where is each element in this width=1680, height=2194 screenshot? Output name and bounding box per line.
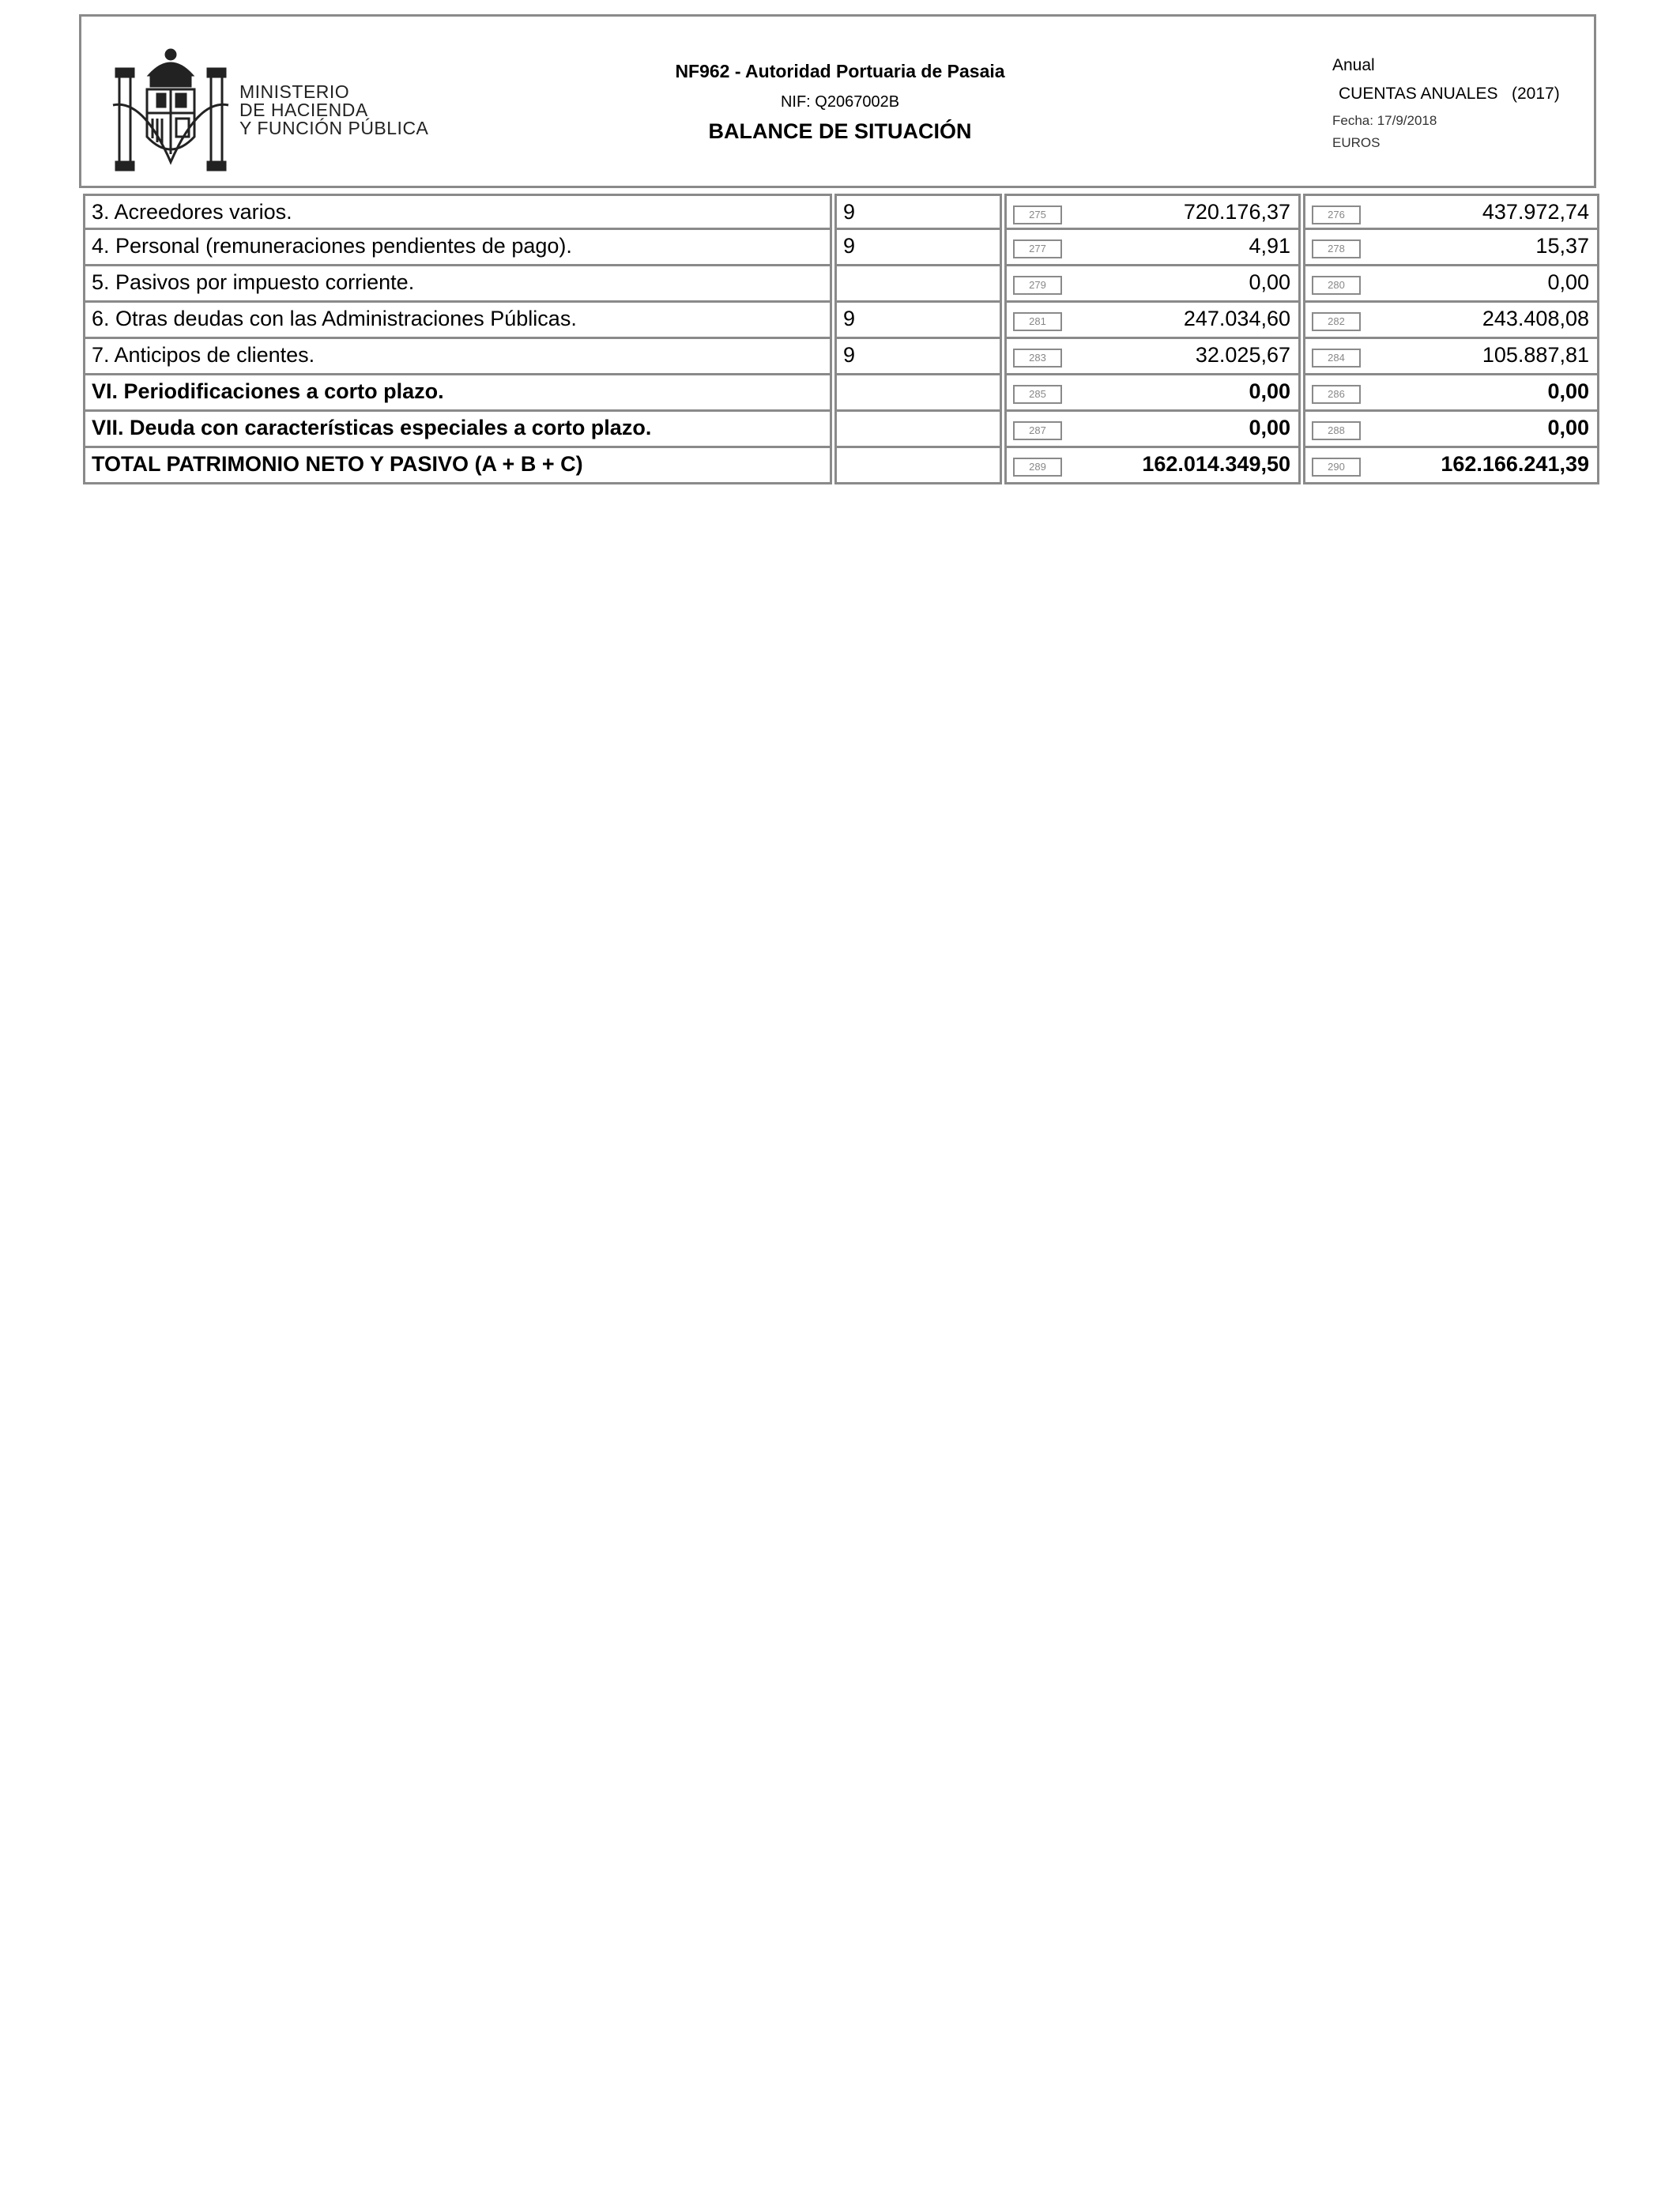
document-title: BALANCE DE SITUACIÓN (708, 119, 972, 143)
field-code: 290 (1312, 458, 1361, 477)
row-note (834, 412, 1002, 448)
amount: 0,00 (1547, 270, 1589, 294)
balance-table (81, 194, 1602, 484)
value-previous (1303, 375, 1599, 412)
ministry-name (239, 83, 428, 138)
value-previous (1303, 230, 1599, 266)
field-code: 279 (1013, 276, 1062, 295)
table-row (83, 266, 1599, 303)
amount: 0,00 (1249, 416, 1290, 439)
row-label: VI. Periodificaciones a corto plazo. (83, 375, 832, 412)
field-code: 289 (1013, 458, 1062, 477)
value-current (1004, 230, 1301, 266)
value-previous (1303, 412, 1599, 448)
row-label: TOTAL PATRIMONIO NETO Y PASIVO (A + B + C) (83, 448, 832, 484)
row-note: 9 (834, 194, 1002, 230)
amount: 437.972,74 (1482, 200, 1589, 224)
ministry-line: DE HACIENDA (239, 100, 368, 120)
row-note (834, 266, 1002, 303)
ministry-line: MINISTERIO (239, 81, 350, 102)
field-code: 277 (1013, 239, 1062, 258)
field-code: 282 (1312, 312, 1361, 331)
field-code: 288 (1312, 421, 1361, 440)
field-code: 275 (1013, 205, 1062, 224)
value-current (1004, 339, 1301, 375)
document-header (79, 14, 1596, 188)
field-code: 276 (1312, 205, 1361, 224)
row-note: 9 (834, 230, 1002, 266)
table-row (83, 375, 1599, 412)
amount: 15,37 (1535, 234, 1589, 258)
value-previous (1303, 448, 1599, 484)
value-current (1004, 194, 1301, 230)
amount: 247.034,60 (1183, 307, 1290, 330)
currency: EUROS (1332, 135, 1381, 150)
amount: 32.025,67 (1195, 343, 1290, 367)
coat-of-arms-icon (111, 43, 230, 182)
field-code: 278 (1312, 239, 1361, 258)
table-row (83, 412, 1599, 448)
row-label: 6. Otras deudas con las Administraciones Públicas. (83, 303, 832, 339)
row-note (834, 448, 1002, 484)
row-label: 5. Pasivos por impuesto corriente. (83, 266, 832, 303)
value-previous (1303, 339, 1599, 375)
field-code: 286 (1312, 385, 1361, 404)
field-code: 287 (1013, 421, 1062, 440)
amount: 0,00 (1547, 416, 1589, 439)
value-previous (1303, 194, 1599, 230)
amount: 243.408,08 (1482, 307, 1589, 330)
amount: 4,91 (1249, 234, 1290, 258)
table-row (83, 339, 1599, 375)
field-code: 284 (1312, 349, 1361, 368)
value-previous (1303, 303, 1599, 339)
period: Anual (1332, 56, 1375, 74)
nif: NIF: Q2067002B (780, 93, 900, 111)
row-note: 9 (834, 303, 1002, 339)
row-label: VII. Deuda con características especiales a corto plazo. (83, 412, 832, 448)
field-code: 280 (1312, 276, 1361, 295)
row-label: 7. Anticipos de clientes. (83, 339, 832, 375)
value-current (1004, 375, 1301, 412)
amount: 0,00 (1249, 270, 1290, 294)
value-current (1004, 266, 1301, 303)
row-note (834, 375, 1002, 412)
total-row (83, 448, 1599, 484)
amount: 162.166.241,39 (1441, 452, 1589, 476)
field-code: 283 (1013, 349, 1062, 368)
accounts-type: CUENTAS ANUALES (2017) (1339, 85, 1560, 103)
value-previous (1303, 266, 1599, 303)
row-note: 9 (834, 339, 1002, 375)
value-current (1004, 303, 1301, 339)
date: Fecha: 17/9/2018 (1332, 113, 1437, 128)
table-row (83, 194, 1599, 230)
field-code: 285 (1013, 385, 1062, 404)
row-label: 3. Acreedores varios. (83, 194, 832, 230)
entity-name: NF962 - Autoridad Portuaria de Pasaia (675, 61, 1005, 81)
row-label: 4. Personal (remuneraciones pendientes de pago). (83, 230, 832, 266)
field-code: 281 (1013, 312, 1062, 331)
table-row (83, 303, 1599, 339)
ministry-line: Y FUNCIÓN PÚBLICA (239, 118, 429, 138)
amount: 162.014.349,50 (1142, 452, 1290, 476)
value-current (1004, 448, 1301, 484)
value-current (1004, 412, 1301, 448)
amount: 0,00 (1249, 379, 1290, 403)
amount: 0,00 (1547, 379, 1589, 403)
amount: 105.887,81 (1482, 343, 1589, 367)
amount: 720.176,37 (1183, 200, 1290, 224)
table-row (83, 230, 1599, 266)
